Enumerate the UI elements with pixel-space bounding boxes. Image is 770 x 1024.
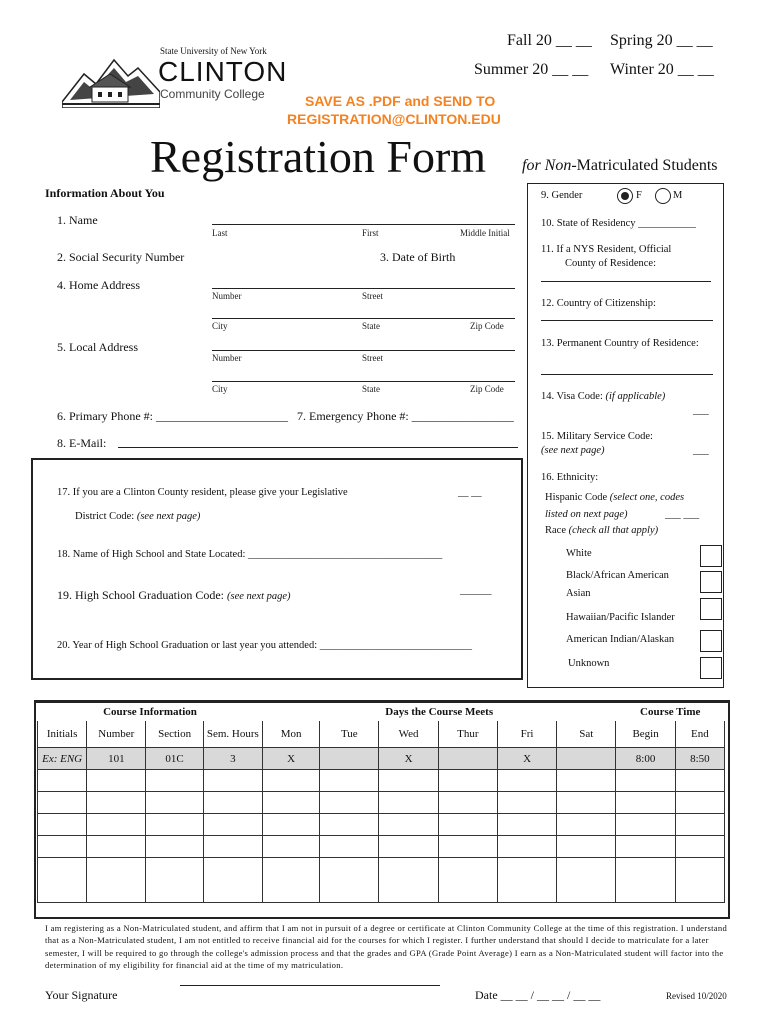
gender-m-label: M bbox=[673, 190, 683, 201]
group-time: Course Time bbox=[640, 706, 701, 718]
example-wed: X bbox=[379, 748, 438, 770]
term-fall: Fall 20 __ __ bbox=[507, 32, 592, 49]
course-column-header-row bbox=[38, 721, 725, 748]
subtitle-suffix: -Matriculated Students bbox=[571, 157, 718, 174]
home-address-label: 4. Home Address bbox=[57, 278, 140, 292]
revised-note: Revised 10/2020 bbox=[666, 991, 727, 1001]
group-course-info: Course Information bbox=[103, 706, 197, 718]
gender-f-radio[interactable] bbox=[617, 188, 633, 204]
local-address-label: 5. Local Address bbox=[57, 340, 138, 354]
q18-high-school[interactable]: 18. Name of High School and State Located: _____________________________________ bbox=[57, 549, 443, 560]
military-line1: 15. Military Service Code: bbox=[541, 431, 653, 442]
example-fri: X bbox=[497, 748, 556, 770]
logo-mountain-icon bbox=[62, 52, 160, 108]
hispanic-italic: (select one, codes bbox=[609, 492, 685, 503]
residency-field[interactable]: 10. State of Residency ___________ bbox=[541, 218, 696, 229]
local-sub-zip: Zip Code bbox=[470, 384, 504, 394]
signature-label: Your Signature bbox=[45, 988, 118, 1002]
col-tue: Tue bbox=[320, 721, 379, 748]
example-thur bbox=[438, 748, 497, 770]
q17-see-next: (see next page) bbox=[136, 511, 201, 522]
hispanic-line1 bbox=[545, 492, 684, 503]
example-sat bbox=[557, 748, 616, 770]
term-summer: Summer 20 __ __ bbox=[474, 61, 589, 78]
gender-f-label: F bbox=[636, 190, 642, 201]
course-row[interactable] bbox=[38, 836, 725, 858]
citizenship-label: 12. Country of Citizenship: bbox=[541, 298, 656, 309]
ethnicity-label: 16. Ethnicity: bbox=[541, 472, 599, 483]
home-sub-number: Number bbox=[212, 291, 242, 301]
race-white-checkbox[interactable] bbox=[700, 545, 722, 567]
example-begin: 8:00 bbox=[616, 748, 675, 770]
example-section: 01C bbox=[146, 748, 203, 770]
military-blank[interactable]: ___ bbox=[693, 445, 709, 456]
q19-text: 19. High School Graduation Code: bbox=[57, 588, 227, 602]
citizenship-line[interactable] bbox=[541, 320, 713, 321]
logo-suny-text: State University of New York bbox=[160, 46, 267, 56]
local-city-line[interactable] bbox=[212, 381, 515, 382]
example-initials: Ex: ENG bbox=[38, 748, 87, 770]
local-street-line[interactable] bbox=[212, 350, 515, 351]
name-sub-last: Last bbox=[212, 228, 228, 238]
course-group-header-row bbox=[38, 703, 725, 721]
notice-email[interactable]: REGISTRATION@CLINTON.EDU bbox=[287, 111, 501, 127]
race-italic: (check all that apply) bbox=[568, 525, 659, 536]
local-sub-state: State bbox=[362, 384, 380, 394]
perm-country-line[interactable] bbox=[541, 374, 713, 375]
hispanic-blank[interactable]: ___ ___ bbox=[665, 509, 700, 520]
example-mon: X bbox=[262, 748, 319, 770]
gender-label: 9. Gender bbox=[541, 190, 583, 201]
email-label: 8. E-Mail: bbox=[57, 436, 107, 450]
local-sub-street: Street bbox=[362, 353, 383, 363]
col-number: Number bbox=[87, 721, 146, 748]
race-unknown-label: Unknown bbox=[568, 658, 610, 669]
col-sat: Sat bbox=[557, 721, 616, 748]
course-row[interactable] bbox=[38, 858, 725, 903]
race-indian-checkbox[interactable] bbox=[700, 630, 722, 652]
race-black-label: Black/African American bbox=[566, 570, 669, 581]
col-thur: Thur bbox=[438, 721, 497, 748]
home-sub-city: City bbox=[212, 321, 228, 331]
example-tue bbox=[320, 748, 379, 770]
hispanic-text: Hispanic Code bbox=[545, 492, 610, 503]
nys-line1: 11. If a NYS Resident, Official bbox=[541, 244, 672, 255]
term-spring: Spring 20 __ __ bbox=[610, 32, 713, 49]
home-sub-zip: Zip Code bbox=[470, 321, 504, 331]
nys-line2: County of Residence: bbox=[565, 258, 656, 269]
race-hawaiian-label: Hawaiian/Pacific Islander bbox=[566, 612, 675, 623]
home-sub-state: State bbox=[362, 321, 380, 331]
example-number: 101 bbox=[87, 748, 146, 770]
race-asian-label: Asian bbox=[566, 588, 591, 599]
military-line2: (see next page) bbox=[541, 445, 605, 456]
name-label: 1. Name bbox=[57, 213, 98, 227]
dob-label: 3. Date of Birth bbox=[380, 250, 456, 264]
race-label bbox=[545, 525, 658, 536]
date-field[interactable]: Date __ __ / __ __ / __ __ bbox=[475, 988, 601, 1002]
race-asian-checkbox[interactable] bbox=[700, 598, 722, 620]
affirmation-statement: I am registering as a Non-Matriculated student, and affirm that I am not in pursuit of a degree or certificate at Clinton Community College at the time of this registration. I understand that as a Non-Matriculated student, I am not entitled to receive financial aid for the courses for which I register. I further understand that should I decide to matriculate for a later semester, I will be required to go through the college's admission process and that the grades and GPA (Grade Point Average) I earn as a Non-Matriculated student will factor into the determination of my eligibility for financial aid at the time of my matriculation. bbox=[45, 923, 728, 971]
ssn-label: 2. Social Security Number bbox=[57, 250, 185, 264]
course-row[interactable] bbox=[38, 814, 725, 836]
form-subtitle bbox=[522, 157, 718, 175]
section-title: Information About You bbox=[45, 186, 165, 200]
visa-text: 14. Visa Code: bbox=[541, 391, 606, 402]
local-sub-city: City bbox=[212, 384, 228, 394]
perm-country-label: 13. Permanent Country of Residence: bbox=[541, 338, 699, 349]
col-sem-hours: Sem. Hours bbox=[203, 721, 262, 748]
name-sub-first: First bbox=[362, 228, 379, 238]
col-initials: Initials bbox=[38, 721, 87, 748]
q19-grad-code bbox=[57, 588, 291, 603]
subtitle-for: for bbox=[522, 157, 545, 174]
emergency-phone-field[interactable]: 7. Emergency Phone #: _________________ bbox=[297, 409, 514, 423]
signature-line[interactable] bbox=[180, 985, 440, 986]
course-row[interactable] bbox=[38, 792, 725, 814]
col-end: End bbox=[675, 721, 724, 748]
gender-m-radio[interactable] bbox=[655, 188, 671, 204]
primary-phone-field[interactable]: 6. Primary Phone #: ______________________ bbox=[57, 409, 288, 423]
form-title: Registration Form bbox=[150, 131, 487, 182]
home-sub-street: Street bbox=[362, 291, 383, 301]
group-days: Days the Course Meets bbox=[385, 706, 494, 718]
q19-blank[interactable]: ______ bbox=[460, 585, 492, 596]
gender-f-dot bbox=[621, 192, 629, 200]
course-row[interactable] bbox=[38, 770, 725, 792]
local-sub-number: Number bbox=[212, 353, 242, 363]
race-indian-label: American Indian/Alaskan bbox=[566, 634, 675, 645]
course-table bbox=[37, 703, 725, 903]
col-wed: Wed bbox=[379, 721, 438, 748]
col-mon: Mon bbox=[262, 721, 319, 748]
q19-see-next: (see next page) bbox=[226, 591, 291, 602]
col-section: Section bbox=[146, 721, 203, 748]
example-row bbox=[38, 748, 725, 770]
example-end: 8:50 bbox=[675, 748, 724, 770]
q17-line2 bbox=[75, 511, 200, 522]
race-unknown-checkbox[interactable] bbox=[700, 657, 722, 679]
col-begin: Begin bbox=[616, 721, 675, 748]
visa-italic: (if applicable) bbox=[605, 391, 666, 402]
col-fri: Fri bbox=[497, 721, 556, 748]
q20-grad-year[interactable]: 20. Year of High School Graduation or last year you attended: _____________________________ bbox=[57, 640, 472, 651]
logo-cc-text: Community College bbox=[160, 87, 265, 101]
race-black-checkbox[interactable] bbox=[700, 571, 722, 593]
notice-line1: SAVE AS .PDF and SEND TO bbox=[305, 93, 496, 109]
name-input-line[interactable] bbox=[212, 224, 515, 225]
q17-line1: 17. If you are a Clinton County resident, please give your Legislative bbox=[57, 487, 348, 498]
race-text: Race bbox=[545, 525, 569, 536]
visa-blank[interactable]: ___ bbox=[693, 405, 709, 416]
home-street-line[interactable] bbox=[212, 288, 515, 289]
q17-district-blank[interactable]: __ __ bbox=[458, 487, 482, 498]
home-city-line[interactable] bbox=[212, 318, 515, 319]
logo-clinton-text: CLINTON bbox=[158, 56, 288, 87]
visa-label bbox=[541, 391, 665, 402]
email-input-line[interactable] bbox=[118, 447, 518, 448]
hispanic-line2: listed on next page) bbox=[545, 509, 628, 520]
county-line[interactable] bbox=[541, 281, 711, 282]
term-winter: Winter 20 __ __ bbox=[610, 61, 714, 78]
example-hours: 3 bbox=[203, 748, 262, 770]
race-white-label: White bbox=[566, 548, 592, 559]
q17-district-text: District Code: bbox=[75, 511, 137, 522]
subtitle-non: Non bbox=[544, 157, 572, 174]
name-sub-middle: Middle Initial bbox=[460, 228, 510, 238]
